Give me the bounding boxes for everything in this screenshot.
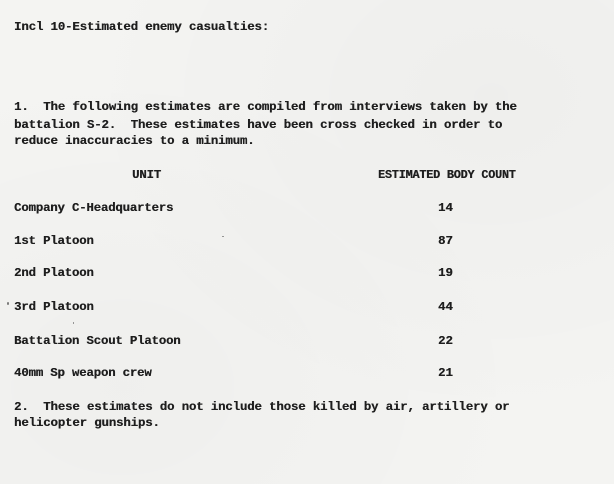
paragraph-1-line-1: 1. The following estimates are compiled from interviews taken by the — [14, 100, 517, 114]
scan-speck — [222, 236, 224, 237]
body-count-column-header: ESTIMATED BODY COUNT — [378, 168, 516, 182]
scan-speck — [73, 322, 74, 324]
paragraph-1-line-3: reduce inaccuracies to a minimum. — [14, 134, 255, 148]
table-row-count: 19 — [438, 266, 453, 280]
document-heading: Incl 10-Estimated enemy casualties: — [14, 20, 269, 34]
table-row-unit: 1st Platoon — [14, 234, 94, 248]
paragraph-2-line-2: helicopter gunships. — [14, 416, 160, 430]
table-row-count: 21 — [438, 366, 453, 380]
table-row-unit: 3rd Platoon — [14, 300, 94, 314]
unit-column-header: UNIT — [132, 168, 161, 182]
table-row-unit: Battalion Scout Platoon — [14, 334, 181, 348]
paragraph-1-line-2: battalion S-2. These estimates have been cross checked in order to — [14, 118, 503, 132]
table-row-unit: Company C-Headquarters — [14, 201, 174, 215]
table-row-count: 44 — [438, 300, 453, 314]
table-row-count: 14 — [438, 201, 453, 215]
table-row-count: 87 — [438, 234, 453, 248]
scan-speck — [7, 302, 9, 305]
table-row-unit: 2nd Platoon — [14, 266, 94, 280]
table-row-count: 22 — [438, 334, 453, 348]
table-row-unit: 40mm Sp weapon crew — [14, 366, 152, 380]
paragraph-2-line-1: 2. These estimates do not include those killed by air, artillery or — [14, 400, 510, 414]
